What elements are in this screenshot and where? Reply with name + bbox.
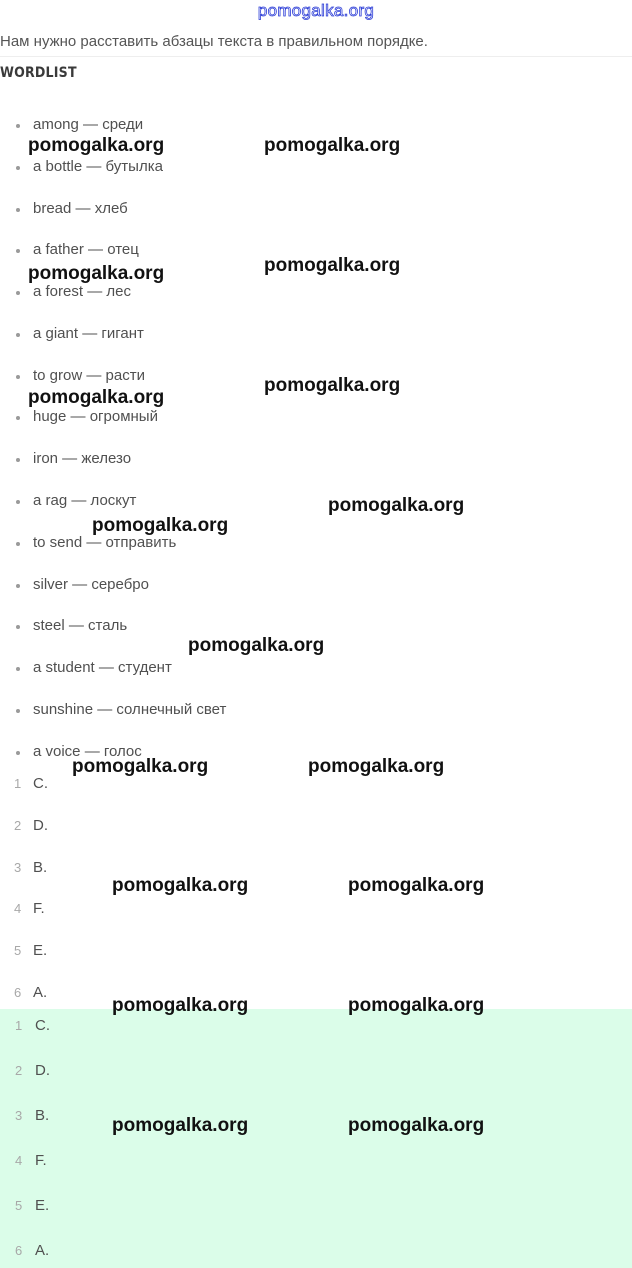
watermark: pomogalka.org	[112, 875, 249, 896]
watermark: pomogalka.org	[348, 875, 485, 896]
bullet-icon	[16, 333, 20, 337]
bullet-icon	[16, 249, 20, 253]
bullet-icon	[16, 124, 20, 128]
watermark: pomogalka.org	[264, 135, 401, 156]
bullet-icon	[16, 166, 20, 170]
bullet-icon	[16, 625, 20, 629]
watermark: pomogalka.org	[72, 756, 209, 777]
bullet-icon	[16, 584, 20, 588]
task-intro: Нам нужно расставить абзацы текста в правильном порядке.	[0, 33, 632, 57]
bullet-icon	[16, 416, 20, 420]
bullet-icon	[16, 208, 20, 212]
bullet-icon	[16, 751, 20, 755]
bullet-icon	[16, 542, 20, 546]
watermark: pomogalka.org	[188, 635, 325, 656]
watermark: pomogalka.org	[112, 1115, 249, 1136]
watermark: pomogalka.org	[348, 1115, 485, 1136]
bullet-icon	[16, 500, 20, 504]
watermark: pomogalka.org	[92, 515, 229, 536]
watermark: pomogalka.org	[308, 756, 445, 777]
watermark: pomogalka.org	[112, 995, 249, 1016]
watermark: pomogalka.org	[28, 387, 165, 408]
bullet-icon	[16, 667, 20, 671]
watermark: pomogalka.org	[264, 375, 401, 396]
watermark: pomogalka.org	[28, 135, 165, 156]
watermark: pomogalka.org	[348, 995, 485, 1016]
wordlist-title: WORDLIST	[0, 65, 77, 81]
watermark: pomogalka.org	[328, 495, 465, 516]
watermark: pomogalka.org	[28, 263, 165, 284]
bullet-icon	[16, 709, 20, 713]
bullet-icon	[16, 458, 20, 462]
bullet-icon	[16, 375, 20, 379]
watermark: pomogalka.org	[264, 255, 401, 276]
bullet-icon	[16, 291, 20, 295]
answer-block: 1 C. 2 D. 3 B. 4 F. 5 E. 6 A.	[0, 1009, 632, 1268]
site-header[interactable]: pomogalka.org	[257, 1, 375, 20]
